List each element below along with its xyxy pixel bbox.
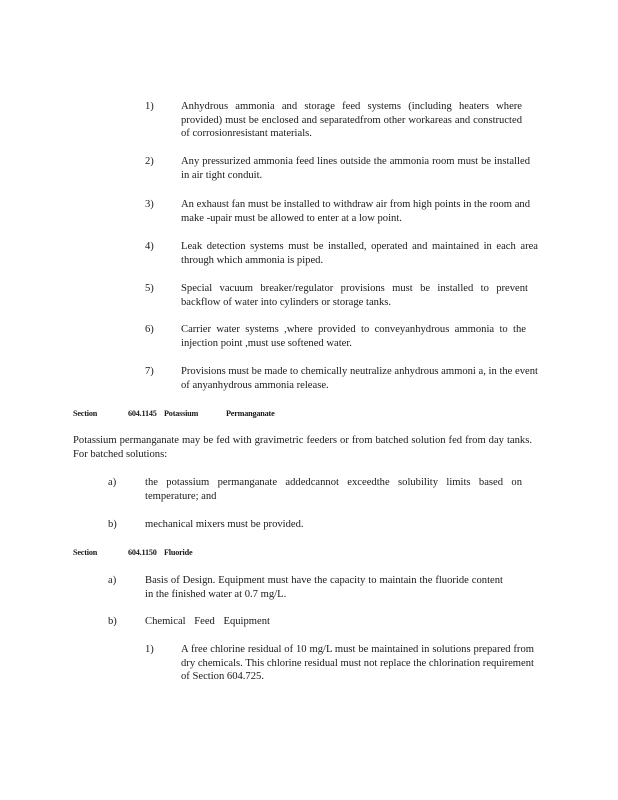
list-number: 1) xyxy=(145,101,154,112)
list-item-text: Carrier water systems ,where provided to conveyanhydrous ammonia to the injection point ,must use softened water. xyxy=(181,324,526,349)
list-item-text: A free chlorine residual of 10 mg/L must be maintained in solutions prepared from dry chemicals. This chlorine residual must not replace the chlorination requirement of Section 604.725. xyxy=(181,644,534,683)
section-label: Section xyxy=(73,409,98,418)
list-item-text: Basis of Design. Equipment must have the capacity to maintain the fluoride content in the finished water at 0.7 mg/L. xyxy=(145,575,503,600)
list-number: 5) xyxy=(145,283,154,294)
list-number: 1) xyxy=(145,644,154,655)
list-number: 7) xyxy=(145,366,154,377)
list-number: 4) xyxy=(145,241,154,252)
list-item-text: mechanical mixers must be provided. xyxy=(145,519,304,530)
list-number: 3) xyxy=(145,199,154,210)
section-number: 604.1150 xyxy=(128,548,157,557)
section-number: 604.1145 xyxy=(128,409,157,418)
list-item-text: Special vacuum breaker/regulator provisions must be installed to prevent backflow of water into cylinders or storage tanks. xyxy=(181,283,528,308)
list-item-text: Anhydrous ammonia and storage feed systems (including heaters where provided) must be enclosed and separatedfrom other workareas and constructed of corrosionresistant materials. xyxy=(181,101,522,140)
list-letter: b) xyxy=(108,519,117,530)
section-title: Fluoride xyxy=(164,548,193,557)
list-letter: b) xyxy=(108,616,117,627)
list-letter: a) xyxy=(108,575,117,586)
section-label: Section xyxy=(73,548,98,557)
list-item-text: Leak detection systems must be installed, operated and maintained in each area through which ammonia is piped. xyxy=(181,241,538,266)
section-title: Potassium Permanganate xyxy=(164,409,275,418)
list-item-text: Any pressurized ammonia feed lines outside the ammonia room must be installed in air tight conduit. xyxy=(181,156,530,181)
list-number: 6) xyxy=(145,324,154,335)
list-number: 2) xyxy=(145,156,154,167)
list-item-text: An exhaust fan must be installed to withdraw air from high points in the room and make -upair must be allowed to enter at a low point. xyxy=(181,199,530,224)
list-item-text: Provisions must be made to chemically neutralize anhydrous ammoni a, in the event of anyanhydrous ammonia release. xyxy=(181,366,538,391)
list-letter: a) xyxy=(108,477,117,488)
list-item-text: the potassium permanganate addedcannot exceedthe solubility limits based on temperature; and xyxy=(145,477,522,502)
body-paragraph: Potassium permanganate may be fed with gravimetric feeders or from batched solution fed from day tanks. For batched solutions: xyxy=(73,435,532,460)
list-item-text: Chemical Feed Equipment xyxy=(145,616,270,627)
